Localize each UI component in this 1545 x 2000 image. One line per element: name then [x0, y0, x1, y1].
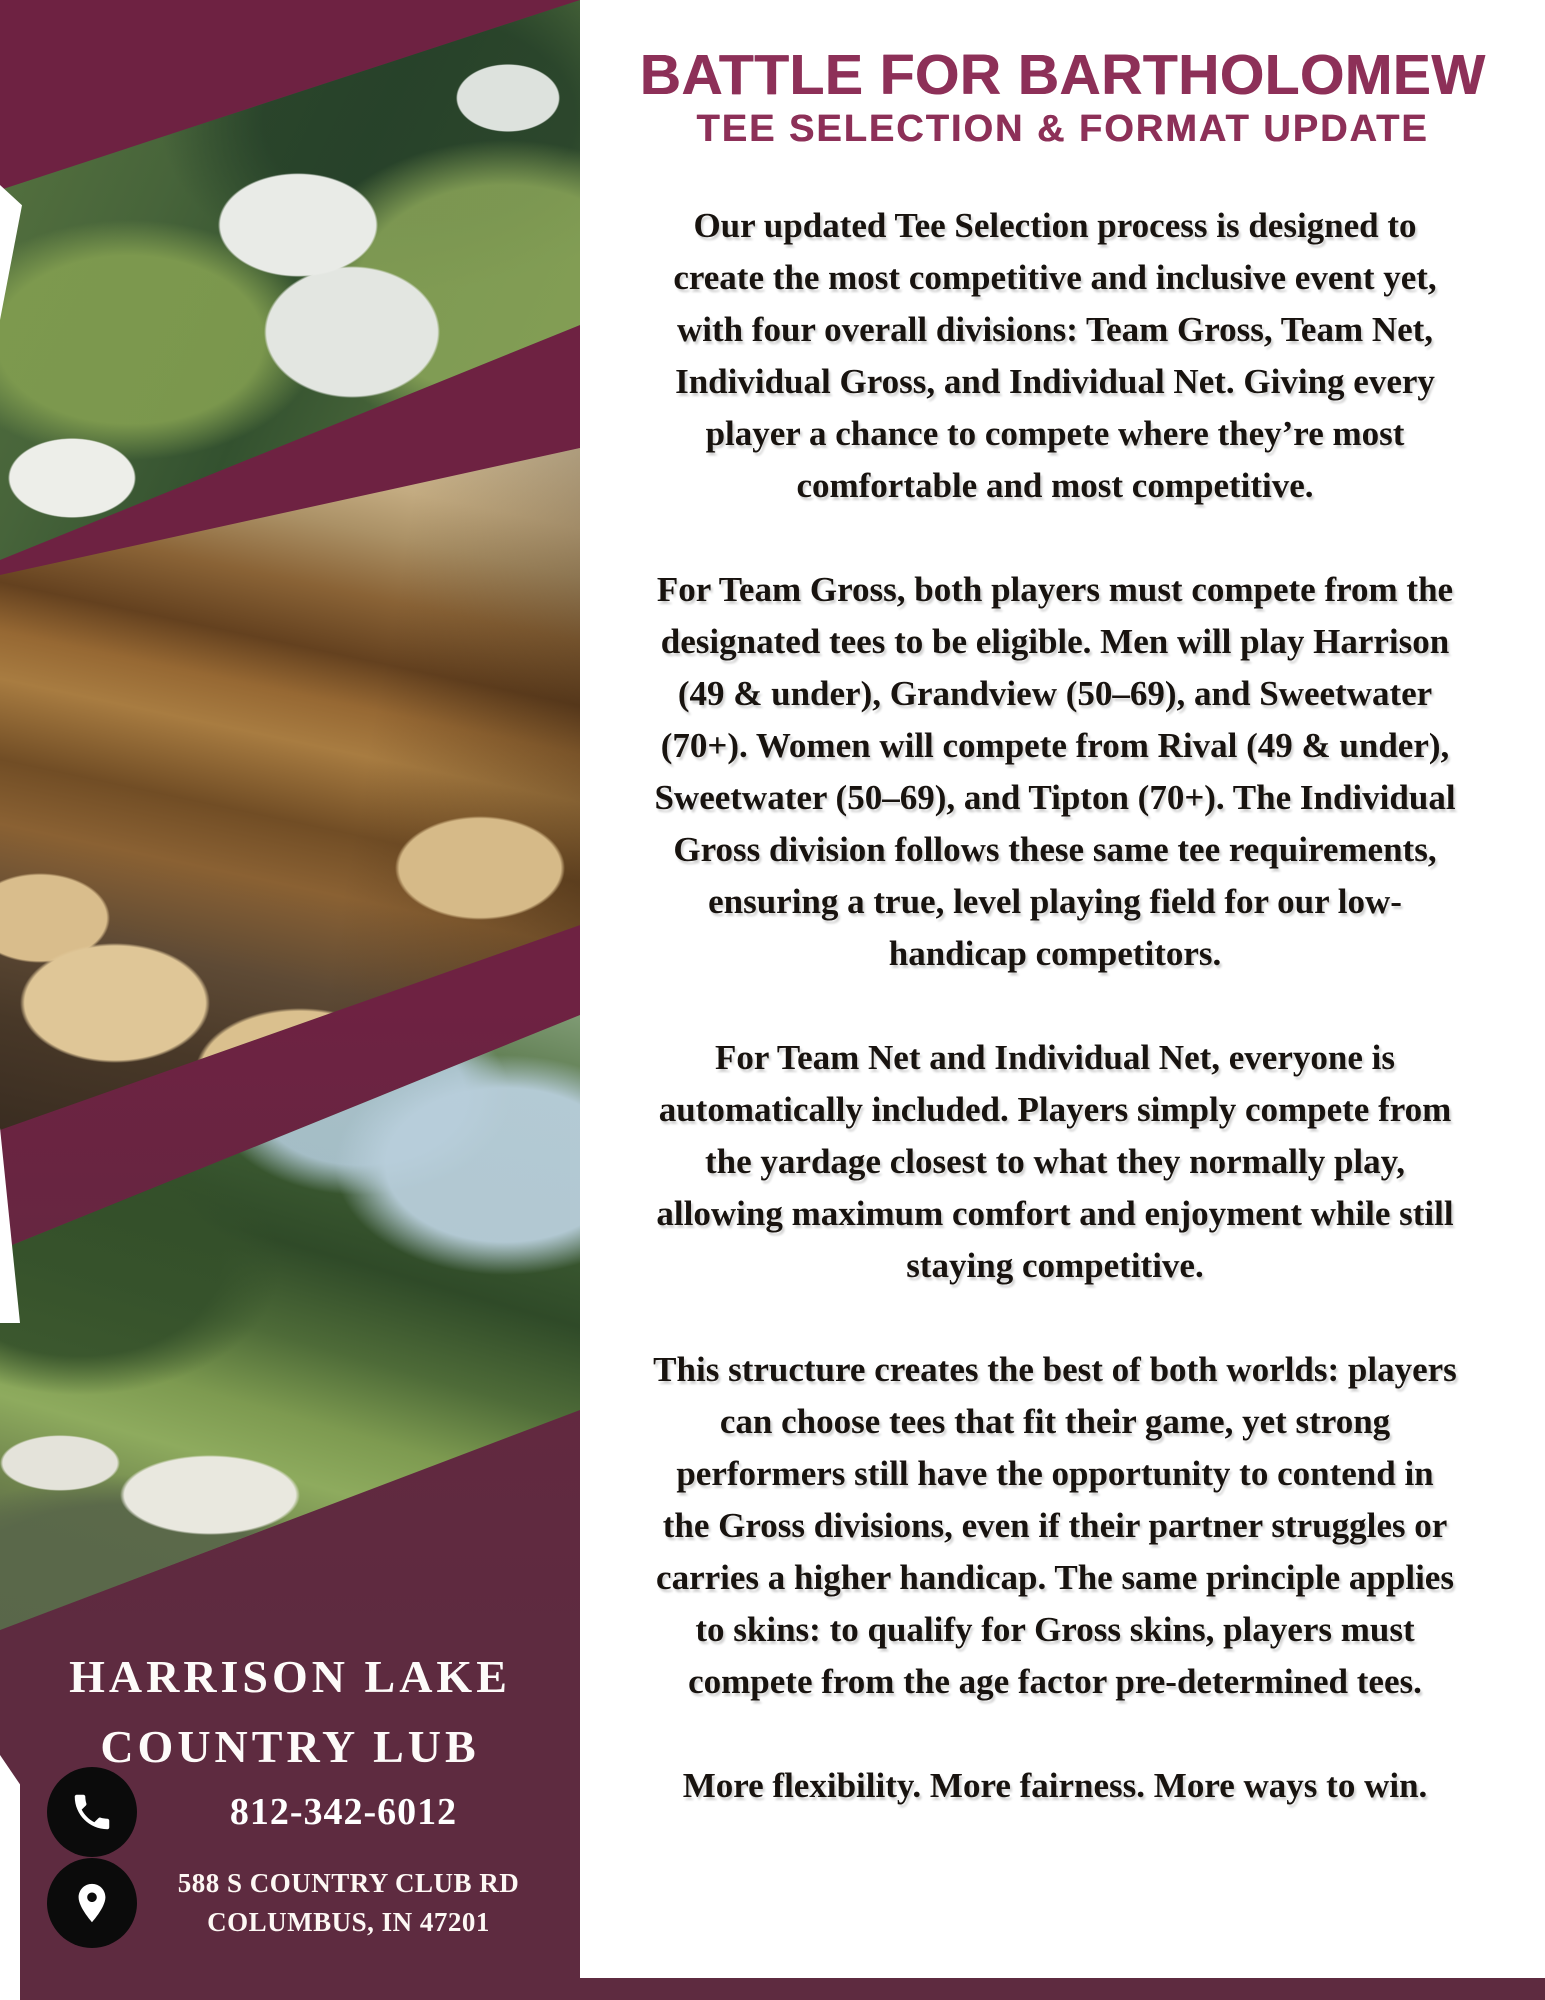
phone-icon [47, 1767, 137, 1857]
phone-row [0, 1767, 580, 1857]
photo-golf-course-trees-pond [0, 1015, 580, 1630]
paragraph-structure: This structure creates the best of both worlds: players can choose tees that fit their game, yet strong performers still have the opportunity to contend in the Gross divisions, even if their partner struggles or carries a higher handicap. The same principle applies to skins: to qualify for Gross skins, players must compete from the age factor pre-determined tees. [653, 1350, 1457, 1702]
sidebar [0, 0, 580, 2000]
page-subtitle: TEE SELECTION & FORMAT UPDATE [696, 108, 1429, 151]
address [137, 1864, 580, 1942]
paragraph-closing: More flexibility. More fairness. More ways to win. [682, 1766, 1428, 1806]
location-pin-icon [47, 1858, 137, 1948]
phone-number: 812-342-6012 [229, 1791, 458, 1833]
main-content [580, 0, 1545, 2000]
address-row [0, 1858, 580, 1948]
address-line2: COLUMBUS, IN 47201 [207, 1907, 490, 1937]
paragraph-team-net: For Team Net and Individual Net, everyone is automatically included. Players simply compete from the yardage closest to what they normally play, allowing maximum comfort and enjoyment while still staying competitive. [656, 1038, 1454, 1286]
paragraph-team-gross: For Team Gross, both players must compete from the designated tees to be eligible. Men will play Harrison (49 & under), Grandview (50–69), and Sweetwater (70+). Women will compete from Rival (49 & under), Sweetwater (50–69), and Tipton (70+). The Individual Gross division follows these same tee requirements, ensuring a true, level playing field for our low-handicap competitors. [654, 570, 1456, 974]
club-name-line2: COUNTRY LUB [100, 1720, 480, 1772]
club-name [0, 1642, 580, 1782]
club-name-line1: HARRISON LAKE [69, 1651, 511, 1702]
bottom-accent-bar [580, 1978, 1545, 2000]
page-title: BATTLE FOR BARTHOLOMEW [639, 43, 1486, 107]
white-edge-notch [0, 1128, 20, 1323]
address-line1: 588 S COUNTRY CLUB RD [177, 1867, 520, 1898]
article [580, 150, 1545, 1812]
photo-clubhouse-dining-room [0, 448, 580, 1130]
paragraph-intro: Our updated Tee Selection process is designed to create the most competitive and inclusive event yet, with four overall divisions: Team Gross, Team Net, Individual Gross, and Individual Net. Giving every player a chance to compete where they’re most comfortable and most competitive. [673, 206, 1437, 506]
